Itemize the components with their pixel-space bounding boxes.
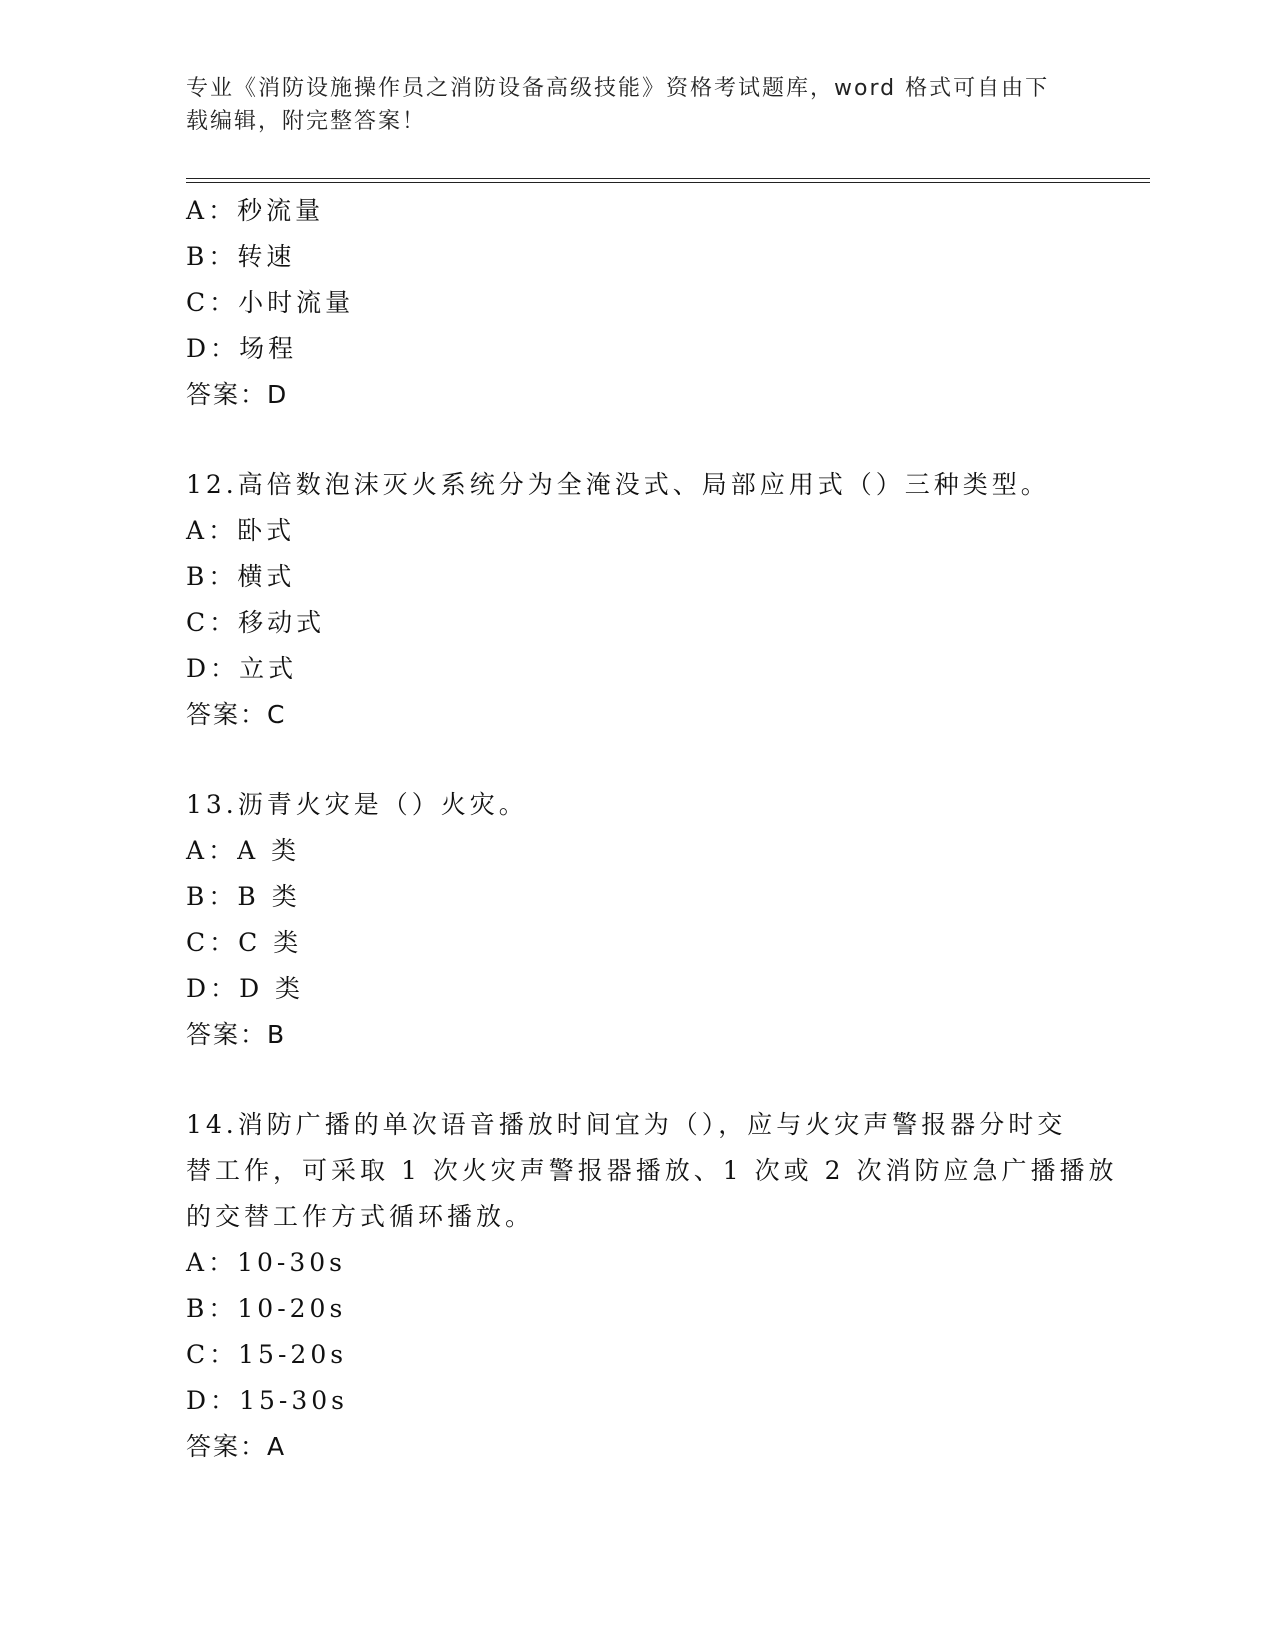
question-text: 13.沥青火灾是（）火灾。 bbox=[186, 790, 528, 819]
question-text-line-1: 14.消防广播的单次语音播放时间宜为（），应与火灾声警报器分时交 bbox=[186, 1110, 1067, 1139]
option-b: B：10-20s bbox=[186, 1294, 347, 1323]
answer: 答案：D bbox=[186, 380, 289, 409]
option-c: C：15-20s bbox=[186, 1340, 348, 1369]
option-a: A：卧式 bbox=[186, 516, 296, 545]
header-rule-top bbox=[186, 178, 1150, 179]
option-d: D：场程 bbox=[186, 334, 298, 363]
header-line-2: 载编辑，附完整答案！ bbox=[186, 109, 427, 134]
question-12 bbox=[186, 462, 1086, 738]
option-c: C：移动式 bbox=[186, 608, 326, 637]
option-d: D：15-30s bbox=[186, 1386, 348, 1415]
option-a: A：A 类 bbox=[186, 836, 301, 865]
question-text: 12.高倍数泡沫灭火系统分为全淹没式、局部应用式（）三种类型。 bbox=[186, 470, 1050, 499]
option-b: B：横式 bbox=[186, 562, 296, 591]
option-c: C：C 类 bbox=[186, 928, 303, 957]
option-d: D：立式 bbox=[186, 654, 298, 683]
question-list bbox=[186, 188, 1118, 1470]
question-text-line-3: 的交替工作方式循环播放。 bbox=[186, 1202, 535, 1231]
header-rule-bottom bbox=[186, 182, 1150, 183]
question-13 bbox=[186, 782, 1086, 1058]
header-line-1: 专业《消防设施操作员之消防设备高级技能》资格考试题库，word 格式可自由下 bbox=[186, 76, 1050, 101]
option-b: B：B 类 bbox=[186, 882, 301, 911]
option-b: B：转速 bbox=[186, 242, 296, 271]
option-d: D：D 类 bbox=[186, 974, 305, 1003]
question-14 bbox=[186, 1102, 1118, 1470]
question-text-line-2: 替工作，可采取 1 次火灾声警报器播放、1 次或 2 次消防应急广播播放 bbox=[186, 1156, 1118, 1185]
question-text bbox=[186, 1102, 1118, 1240]
answer: 答案：B bbox=[186, 1020, 287, 1049]
question-11 bbox=[186, 188, 1086, 418]
option-c: C：小时流量 bbox=[186, 288, 355, 317]
document-header bbox=[186, 72, 1086, 138]
answer: 答案：C bbox=[186, 700, 287, 729]
answer: 答案：A bbox=[186, 1432, 287, 1461]
option-a: A：10-30s bbox=[186, 1248, 346, 1277]
option-a: A：秒流量 bbox=[186, 196, 325, 225]
